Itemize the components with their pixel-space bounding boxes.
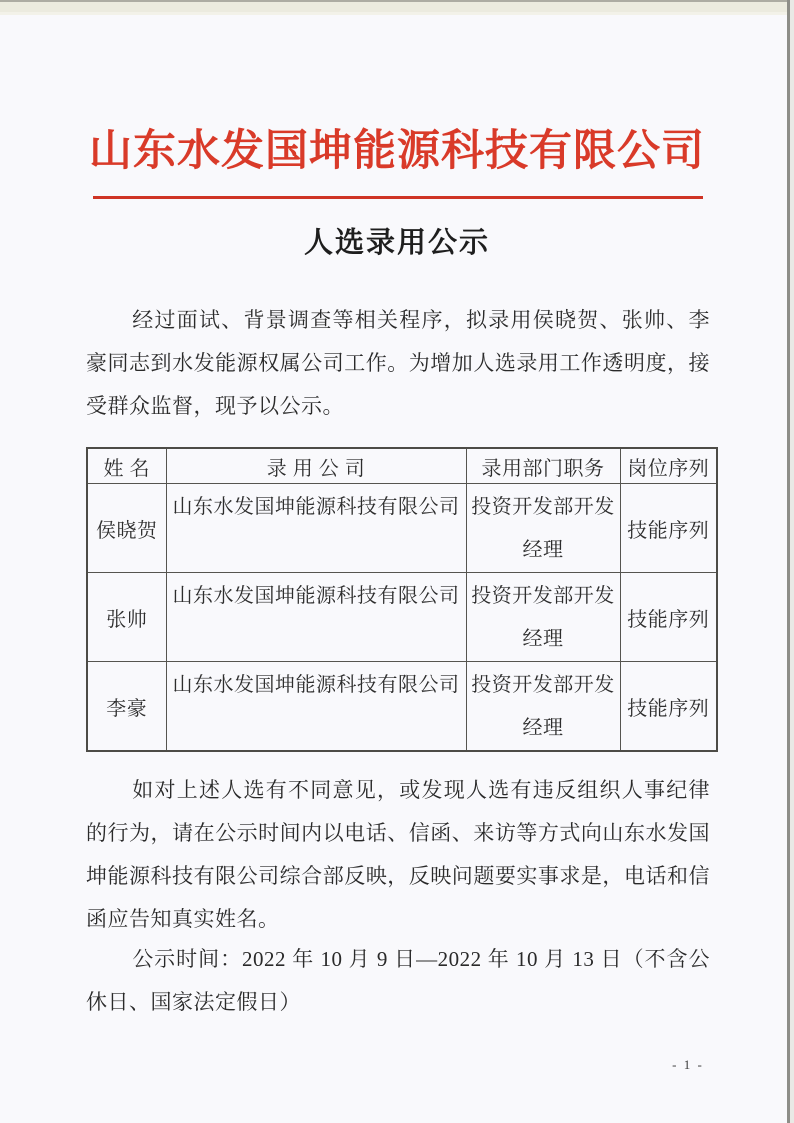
header-sequence: 岗位序列 (620, 448, 717, 484)
company-title: 山东水发国坤能源科技有限公司 (89, 128, 705, 175)
name-cell: 侯晓贺 (87, 484, 166, 573)
scan-edge-top-band-2 (0, 12, 794, 15)
title-underline (93, 196, 703, 199)
table-row (87, 662, 717, 752)
doc-title: 人选录用公示 (303, 227, 490, 259)
sequence-cell: 技能序列 (620, 484, 717, 573)
header-position: 录用部门职务 (466, 448, 620, 484)
scan-edge-top-band (0, 2, 794, 12)
table-header-row (87, 448, 717, 484)
company-cell: 山东水发国坤能源科技有限公司 (166, 573, 466, 662)
header-company: 录 用 公 司 (166, 448, 466, 484)
company-cell: 山东水发国坤能源科技有限公司 (166, 662, 466, 752)
feedback-paragraph: 如对上述人选有不同意见，或发现人选有违反组织人事纪律的行为，请在公示时间内以电话、信函、来访等方式向山东水发国坤能源科技有限公司综合部反映，反映问题要实事求是，电话和信函应告知真实姓名。 (86, 778, 710, 931)
name-cell: 李豪 (87, 662, 166, 752)
recruitment-table (86, 447, 718, 752)
table-row (87, 573, 717, 662)
intro-paragraph: 经过面试、背景调查等相关程序，拟录用侯晓贺、张帅、李豪同志到水发能源权属公司工作。为增加人选录用工作透明度，接受群众监督，现予以公示。 (86, 308, 710, 418)
position-cell: 投资开发部开发经理 (466, 662, 620, 752)
table-row (87, 484, 717, 573)
publicity-period-paragraph: 公示时间：2022 年 10 月 9 日—2022 年 10 月 13 日（不含公休日、国家法定假日） (86, 947, 710, 1014)
sequence-cell: 技能序列 (620, 573, 717, 662)
position-cell: 投资开发部开发经理 (466, 484, 620, 573)
name-cell: 张帅 (87, 573, 166, 662)
position-cell: 投资开发部开发经理 (466, 573, 620, 662)
header-name: 姓 名 (87, 448, 166, 484)
company-cell: 山东水发国坤能源科技有限公司 (166, 484, 466, 573)
page-number: - 1 - (672, 1057, 704, 1072)
sequence-cell: 技能序列 (620, 662, 717, 752)
